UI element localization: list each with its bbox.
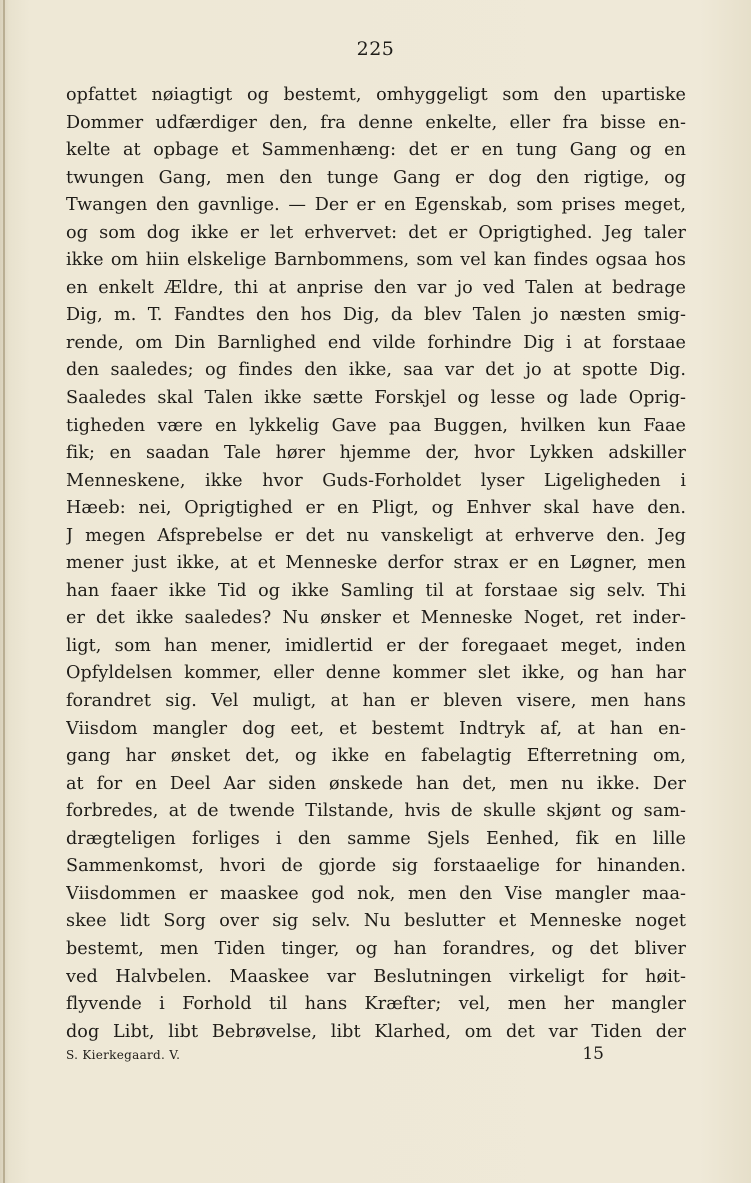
- page-footer: [66, 1044, 686, 1070]
- text-line: og som dog ikke er let erhvervet: det er Oprigtighed. Jeg taler: [66, 222, 686, 243]
- text-line: han faaer ikke Tid og ikke Samling til at forstaae sig selv. Thi: [66, 580, 686, 601]
- text-line: forandret sig. Vel muligt, at han er bleven visere, men hans: [66, 691, 686, 712]
- text-line: Viisdommen er maaskee god nok, men den Vise mangler maa-: [66, 883, 686, 904]
- page-number: 225: [356, 38, 395, 60]
- text-line: Viisdom mangler dog eet, et bestemt Indtryk af, at han en-: [66, 718, 686, 739]
- text-line: ligt, som han mener, imidlertid er der foregaaet meget, inden: [66, 635, 686, 656]
- text-line: bestemt, men Tiden tinger, og han forandres, og det bliver: [66, 938, 686, 959]
- text-line: drægteligen forliges i den samme Sjels Eenhed, fik en lille: [66, 828, 686, 849]
- text-line: skee lidt Sorg over sig selv. Nu beslutter et Menneske noget: [66, 911, 686, 932]
- text-line: fik; en saadan Tale hører hjemme der, hvor Lykken adskiller: [66, 443, 686, 464]
- text-line: gang har ønsket det, og ikke en fabelagtig Efterretning om,: [66, 746, 686, 767]
- text-line: Dig, m. T. Fandtes den hos Dig, da blev Talen jo næsten smig-: [66, 305, 686, 326]
- text-line: kelte at opbage et Sammenhæng: det er en tung Gang og en: [66, 140, 686, 161]
- text-line: en enkelt Ældre, thi at anprise den var jo ved Talen at bedrage: [66, 277, 686, 298]
- text-line: Opfyldelsen kommer, eller denne kommer slet ikke, og han har: [66, 663, 686, 684]
- text-line: Hæeb: nei, Oprigtighed er en Pligt, og Enhver skal have den.: [66, 498, 686, 519]
- text-line: Menneskene, ikke hvor Guds-Forholdet lyser Ligeligheden i: [66, 470, 686, 491]
- text-line: dog Libt, libt Bebrøvelse, libt Klarhed, om det var Tiden der: [66, 1021, 686, 1042]
- printer-signature: S. Kierkegaard. V.: [66, 1048, 181, 1062]
- text-line: mener just ikke, at et Menneske derfor strax er en Løgner, men: [66, 553, 686, 574]
- text-line: den saaledes; og findes den ikke, saa var det jo at spotte Dig.: [66, 360, 686, 381]
- binding-gutter: [3, 0, 5, 1183]
- text-line: J megen Afsprebelse er det nu vanskeligt at erhverve den. Jeg: [66, 525, 686, 546]
- text-line: forbredes, at de twende Tilstande, hvis de skulle skjønt og sam-: [66, 801, 686, 822]
- text-line: ved Halvbelen. Maaskee var Beslutningen virkeligt for høit-: [66, 966, 686, 987]
- text-line: at for en Deel Aar siden ønskede han det, men nu ikke. Der: [66, 773, 686, 794]
- text-line: tigheden være en lykkelig Gave paa Buggen, hvilken kun Faae: [66, 415, 686, 436]
- text-line: Twangen den gavnlige. — Der er en Egenskab, som prises meget,: [66, 195, 686, 216]
- text-line: opfattet nøiagtigt og bestemt, omhyggeligt som den upartiske: [66, 85, 686, 105]
- text-line: rende, om Din Barnlighed end vilde forhindre Dig i at forstaae: [66, 332, 686, 353]
- text-line: Saaledes skal Talen ikke sætte Forskjel og lesse og lade Oprig-: [66, 388, 686, 409]
- text-line: er det ikke saaledes? Nu ønsker et Menneske Noget, ret inder-: [66, 608, 686, 629]
- sheet-number: 15: [582, 1044, 604, 1064]
- text-line: twungen Gang, men den tunge Gang er dog den rigtige, og: [66, 167, 686, 188]
- text-line: Dommer udfærdiger den, fra denne enkelte, eller fra bisse en-: [66, 112, 686, 133]
- body-text: [66, 82, 686, 1046]
- text-line: flyvende i Forhold til hans Kræfter; vel, men her mangler: [66, 994, 686, 1015]
- text-line: ikke om hiin elskelige Barnbommens, som vel kan findes ogsaa hos: [66, 250, 686, 271]
- text-line: Sammenkomst, hvori de gjorde sig forstaaelige for hinanden.: [66, 856, 686, 877]
